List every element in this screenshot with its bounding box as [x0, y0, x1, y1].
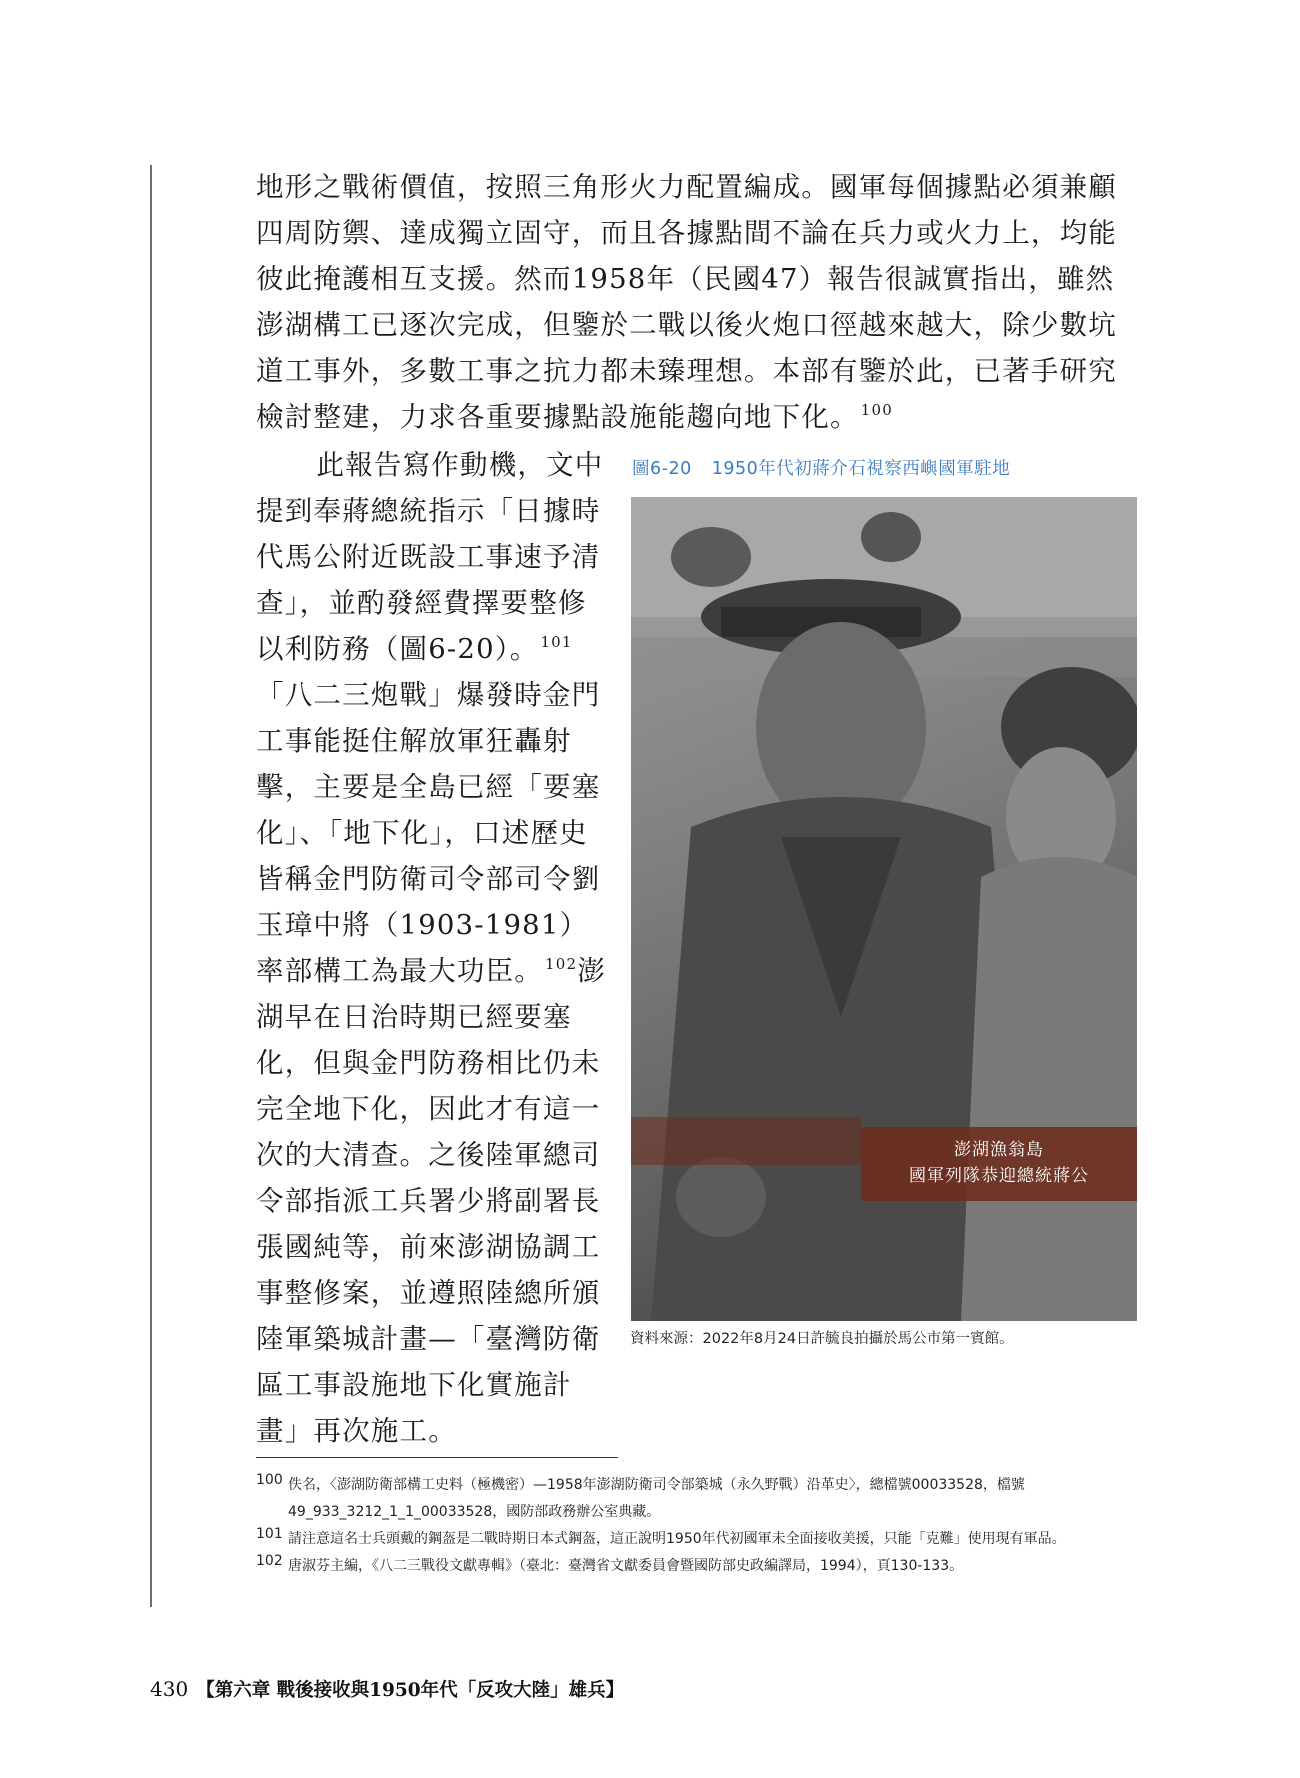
- footnote-number: 101: [256, 1526, 283, 1542]
- footnote-text: 請注意這名士兵頭戴的鋼盔是二戰時期日本式鋼盔，這正說明1950年代初國軍未全面接收美援，只能「克難」使用現有軍品。: [288, 1531, 1066, 1547]
- chapter-title: 【第六章 戰後接收與1950年代「反攻大陸」雄兵】: [196, 1680, 625, 1701]
- footnote-text: 佚名，〈澎湖防衛部構工史料（極機密）—1958年澎湖防衛司令部築城（永久野戰）沿革史〉，總檔號00033528，檔號49_933_3212_1_1_00033528，國防部政務辦公室典藏。: [288, 1477, 1025, 1520]
- footnote-ref-101[interactable]: 101: [540, 633, 573, 651]
- body-paragraph-1: [256, 164, 1136, 440]
- footnote-number: 102: [256, 1553, 283, 1569]
- paragraph-text: 地形之戰術價值，按照三角形火力配置編成。國軍每個據點必須兼顧四周防禦、達成獨立固守，而且各據點間不論在兵力或火力上，均能彼此掩護相互支援。然而1958年（民國47）報告很誠實指出，雖然澎湖構工已逐次完成，但鑒於二戰以後火炮口徑越來越大，除少數坑道工事外，多數工事之抗力都未臻理想。本部有鑒於此，已著手研究檢討整建，力求各重要據點設施能趨向地下化。: [256, 171, 1117, 433]
- figure-caption: [632, 455, 1152, 480]
- footnote-text: 唐淑芬主編，《八二三戰役文獻專輯》（臺北：臺灣省文獻委員會暨國防部史政編譯局，1994），頁130-133。: [288, 1558, 964, 1574]
- body-paragraph-2: [256, 442, 606, 1454]
- footnote-ref-100[interactable]: 100: [860, 401, 893, 419]
- paragraph-text: 「八二三炮戰」爆發時金門工事能挺住解放軍狂轟射擊，主要是全島已經「要塞化」、「地下化」，口述歷史皆稱金門防衛司令部司令劉玉璋中將（1903-1981）率部構工為最大功臣。: [256, 679, 601, 987]
- paragraph-text: 澎湖早在日治時期已經要塞化，但與金門防務相比仍未完全地下化，因此才有這一次的大清查。之後陸軍總司令部指派工兵署少將副署長張國純等，前來澎湖協調工事整修案，並遵照陸總所頒陸軍築城計畫—「臺灣防衛區工事設施地下化實施計畫」再次施工。: [256, 955, 606, 1447]
- photo-source-credit: 資料來源：2022年8月24日許毓良拍攝於馬公市第一賓館。: [630, 1331, 1014, 1347]
- footnote-number: 100: [256, 1472, 283, 1488]
- footnote-ref-102[interactable]: 102: [545, 955, 578, 973]
- figure-title: 1950年代初蔣介石視察西嶼國軍駐地: [711, 459, 1011, 479]
- footnote-item: [256, 1526, 1136, 1553]
- historical-photo: [631, 497, 1137, 1321]
- footnote-divider: [256, 1457, 618, 1458]
- margin-rule: [150, 165, 152, 1607]
- photo-inscription-line: 國軍列隊恭迎總統蔣公: [909, 1166, 1089, 1186]
- footnote-item: [256, 1553, 1136, 1580]
- photo-label-band: [631, 1117, 861, 1165]
- figure-number: 圖6-20: [632, 459, 692, 479]
- photo-inscription: [861, 1127, 1137, 1201]
- photo-inscription-line: 澎湖漁翁島: [954, 1140, 1044, 1160]
- footnotes-section: [256, 1472, 1136, 1580]
- footnote-item: [256, 1472, 1136, 1526]
- paragraph-text: 此報告寫作動機，文中提到奉蔣總統指示「日據時代馬公附近既設工事速予清查」，並酌發經費擇要整修以利防務（圖6-20）。: [256, 449, 604, 665]
- page-footer: [150, 1676, 624, 1702]
- page-number: 430: [150, 1677, 189, 1701]
